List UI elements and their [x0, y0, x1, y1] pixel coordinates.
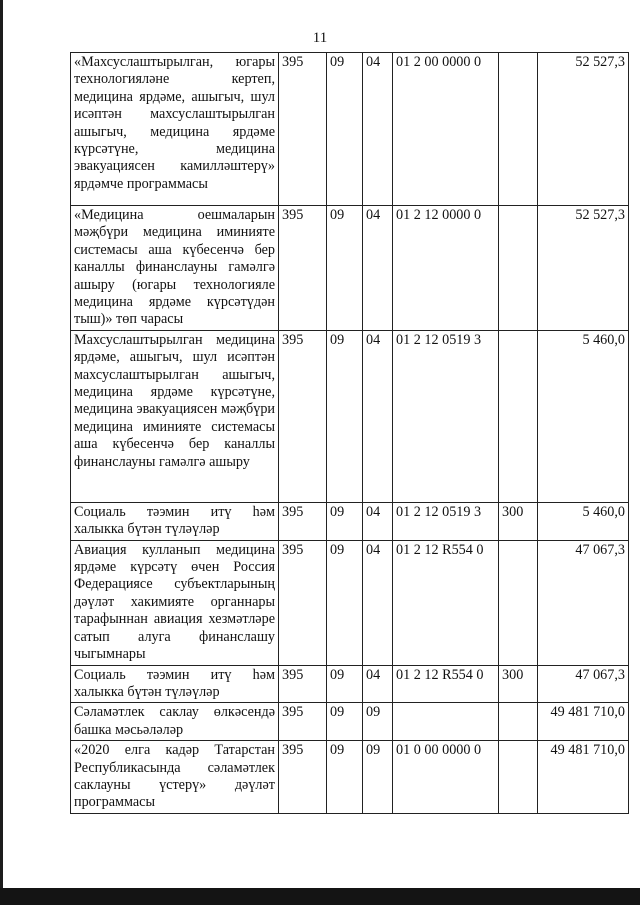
amount: 49 481 710,0: [538, 741, 629, 814]
section-code: 09: [327, 741, 363, 814]
expense-type: [499, 53, 538, 206]
subsection-code: 04: [363, 53, 393, 206]
amount: 47 067,3: [538, 665, 629, 703]
row-name: Сәламәтлек саклау өлкәсендә башка мәсьәләләр: [71, 703, 279, 741]
expense-type: [499, 703, 538, 741]
table-row: [71, 703, 629, 741]
subsection-code: 04: [363, 502, 393, 540]
table-row: [71, 741, 629, 814]
row-name: Социаль тәэмин итү һәм халыкка бүтән түләүләр: [71, 665, 279, 703]
subsection-code: 04: [363, 665, 393, 703]
section-code: 09: [327, 703, 363, 741]
ministry-code: 395: [279, 502, 327, 540]
section-code: 09: [327, 502, 363, 540]
amount: 49 481 710,0: [538, 703, 629, 741]
target-article: [393, 703, 499, 741]
target-article: 01 2 12 R554 0: [393, 665, 499, 703]
ministry-code: 395: [279, 330, 327, 502]
ministry-code: 395: [279, 53, 327, 206]
target-article: 01 2 12 0000 0: [393, 206, 499, 331]
scan-bottom-edge: [0, 888, 640, 905]
target-article: 01 2 12 0519 3: [393, 330, 499, 502]
expense-type: [499, 206, 538, 331]
ministry-code: 395: [279, 741, 327, 814]
subsection-code: 04: [363, 540, 393, 665]
subsection-code: 04: [363, 330, 393, 502]
row-name: Махсуслаштырылган медицина ярдәме, ашыгыч, шул исәптән махсуслаштырылган ашыгыч, медицина ярдәме күрсәтүне, медицина эвакуациясен мәҗбүри медицина иминияте системасы аша күбесенчә бер каналлы финанслауны гамәлгә ашыру: [71, 330, 279, 502]
section-code: 09: [327, 206, 363, 331]
section-code: 09: [327, 665, 363, 703]
table-row: [71, 53, 629, 206]
expense-type: 300: [499, 665, 538, 703]
target-article: 01 2 00 0000 0: [393, 53, 499, 206]
amount: 47 067,3: [538, 540, 629, 665]
budget-table: [70, 52, 629, 814]
page-number: 11: [312, 30, 328, 46]
table-row: [71, 502, 629, 540]
subsection-code: 09: [363, 741, 393, 814]
ministry-code: 395: [279, 540, 327, 665]
subsection-code: 09: [363, 703, 393, 741]
table-row: [71, 665, 629, 703]
table-row: [71, 540, 629, 665]
row-name: «Махсуслаштырылган, югары технологияләне кертеп, медицина ярдәме, ашыгыч, шул исәптән махсуслаштырылган ашыгыч, медицина ярдәме күрсәтүне, медицина эвакуациясен камилләштерү» ярдәмче программасы: [71, 53, 279, 206]
expense-type: [499, 330, 538, 502]
expense-type: 300: [499, 502, 538, 540]
scan-left-edge: [0, 0, 3, 905]
target-article: 01 2 12 R554 0: [393, 540, 499, 665]
section-code: 09: [327, 330, 363, 502]
table-row: [71, 206, 629, 331]
target-article: 01 2 12 0519 3: [393, 502, 499, 540]
subsection-code: 04: [363, 206, 393, 331]
amount: 52 527,3: [538, 53, 629, 206]
row-name: «Медицина оешмаларын мәҗбүри медицина иминияте системасы аша күбесенчә бер каналлы финанслауны гамәлгә ашыру (югары технологияле медицина ярдәме күрсәтүдән тыш)» төп чарасы: [71, 206, 279, 331]
ministry-code: 395: [279, 703, 327, 741]
row-name: «2020 елга кадәр Татарстан Республикасында сәламәтлек саклауны үстерү» дәүләт программасы: [71, 741, 279, 814]
section-code: 09: [327, 53, 363, 206]
amount: 5 460,0: [538, 502, 629, 540]
table-row: [71, 330, 629, 502]
row-name: Авиация кулланып медицина ярдәме күрсәтү өчен Россия Федерациясе субъектларының дәүләт хакимияте органнары тарафыннан авиация хезмәтләре сатып алуга финанслашу чыгымнары: [71, 540, 279, 665]
ministry-code: 395: [279, 206, 327, 331]
amount: 52 527,3: [538, 206, 629, 331]
amount: 5 460,0: [538, 330, 629, 502]
ministry-code: 395: [279, 665, 327, 703]
expense-type: [499, 540, 538, 665]
target-article: 01 0 00 0000 0: [393, 741, 499, 814]
section-code: 09: [327, 540, 363, 665]
row-name: Социаль тәэмин итү һәм халыкка бүтән түләүләр: [71, 502, 279, 540]
expense-type: [499, 741, 538, 814]
